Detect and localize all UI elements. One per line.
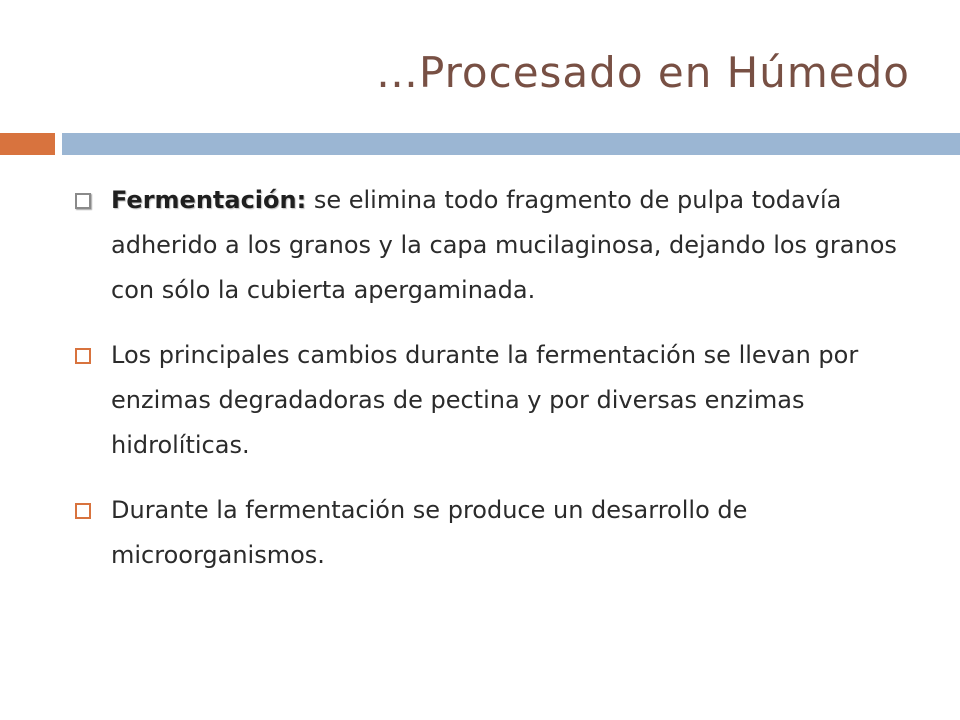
slide-title: …Procesado en Húmedo xyxy=(375,48,910,97)
bullet-item-microorganismos xyxy=(75,488,905,578)
square-bullet-icon xyxy=(75,193,91,209)
bullet-text: Durante la fermentación se produce un desarrollo de microorganismos. xyxy=(111,496,748,569)
bullet-text: Los principales cambios durante la fermentación se llevan por enzimas degradadoras de pectina y por diversas enzimas hidrolíticas. xyxy=(111,341,859,459)
title-accent-bar-blue xyxy=(62,133,960,155)
bullet-item-cambios xyxy=(75,333,905,468)
title-accent-bar-orange xyxy=(0,133,55,155)
square-bullet-icon xyxy=(75,348,91,364)
bullet-item-fermentacion xyxy=(75,178,905,313)
bullet-list xyxy=(75,178,905,598)
bullet-term: Fermentación: xyxy=(111,186,307,214)
bullet-text: se elimina todo fragmento de pulpa todavía adherido a los granos y la capa mucilaginosa, dejando los granos con sólo la cubierta apergaminada. xyxy=(111,186,897,304)
square-bullet-icon xyxy=(75,503,91,519)
